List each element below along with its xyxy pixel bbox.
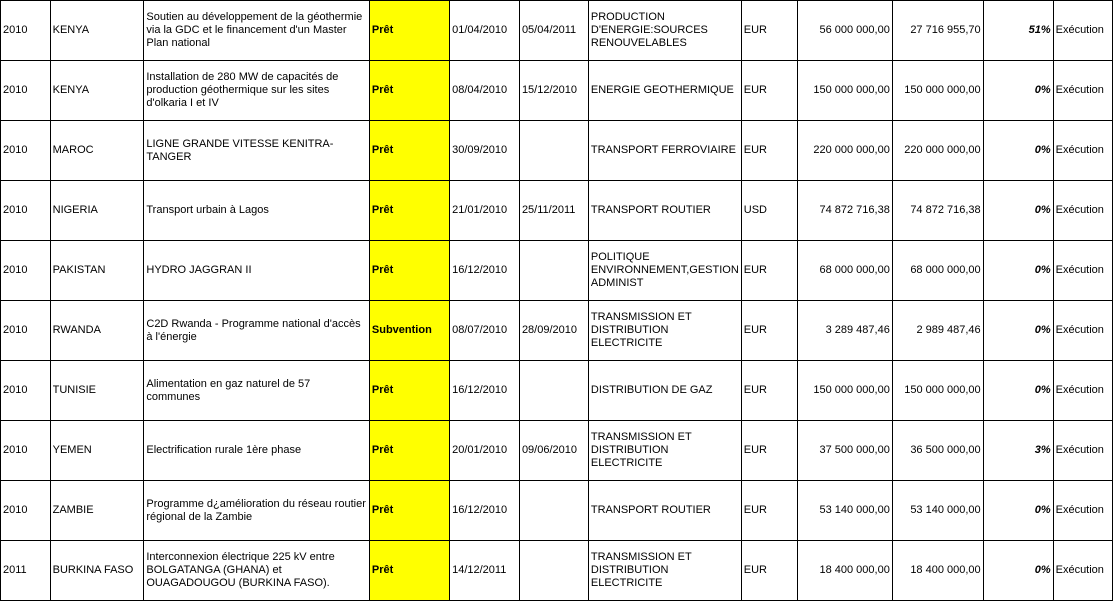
cell-amount-committed [798,361,892,421]
cell-amount-remaining-text: 18 400 000,00 [910,564,981,576]
cell-date-start-text: 01/04/2010 [452,24,508,36]
cell-description-text: Electrification rurale 1ère phase [146,444,302,456]
cell-amount-committed-text: 37 500 000,00 [819,444,890,456]
cell-sector-text: DISTRIBUTION DE GAZ [590,384,713,396]
cell-year-text: 2010 [3,444,28,456]
cell-country [50,121,144,181]
cell-status [1053,421,1112,481]
cell-year-text: 2010 [3,264,28,276]
cell-date-start [450,181,520,241]
cell-currency-text: EUR [743,384,767,396]
cell-description [144,61,370,121]
cell-year-text: 2011 [3,564,27,576]
cell-percent-text: 3% [1034,444,1051,456]
cell-percent-text: 0% [1034,504,1051,516]
cell-sector [588,121,741,181]
cell-country [50,1,144,61]
cell-percent-text: 0% [1034,324,1051,336]
cell-date-start [450,301,520,361]
cell-date-start-text: 16/12/2010 [452,384,508,396]
cell-year-text: 2010 [3,204,28,216]
cell-amount-remaining [892,61,983,121]
cell-date-end-text: 15/12/2010 [521,84,577,96]
cell-percent [983,361,1053,421]
cell-sector [588,361,741,421]
cell-status-text: Exécution [1055,204,1104,216]
cell-financing-type-text: Prêt [371,84,394,96]
cell-financing-type [369,181,449,241]
cell-status [1053,361,1112,421]
cell-date-end [519,361,588,421]
cell-description [144,1,370,61]
cell-financing-type [369,541,449,601]
cell-financing-type-text: Subvention [371,324,432,336]
projects-table-body [1,1,1113,601]
cell-sector [588,1,741,61]
cell-status-text: Exécution [1055,264,1104,276]
cell-status [1053,481,1112,541]
cell-status-text: Exécution [1055,384,1104,396]
cell-financing-type-text: Prêt [371,384,394,396]
cell-amount-remaining-text: 36 500 000,00 [910,444,981,456]
cell-description-text: Interconnexion électrique 225 kV entre BOLGATANGA (GHANA) et OUAGADOUGOU (BURKINA FASO). [146,551,335,589]
cell-description [144,241,370,301]
cell-country-text: YEMEN [52,444,92,456]
cell-date-start-text: 08/04/2010 [452,84,508,96]
cell-percent-text: 0% [1034,84,1051,96]
cell-financing-type [369,121,449,181]
cell-currency-text: EUR [743,144,767,156]
cell-amount-remaining-text: 220 000 000,00 [904,144,981,156]
cell-financing-type [369,241,449,301]
cell-country [50,181,144,241]
cell-status-text: Exécution [1055,144,1104,156]
cell-country [50,541,144,601]
cell-description-text: HYDRO JAGGRAN II [146,264,252,276]
cell-percent [983,481,1053,541]
cell-year-text: 2010 [3,144,28,156]
cell-country-text: RWANDA [52,324,101,336]
cell-financing-type [369,421,449,481]
cell-currency-text: EUR [743,444,767,456]
cell-date-start-text: 08/07/2010 [452,324,508,336]
cell-financing-type-text: Prêt [371,24,394,36]
cell-currency-text: EUR [743,504,767,516]
cell-description-text: Soutien au développement de la géothermie via la GDC et le financement d'un Master Plan national [146,11,363,49]
cell-date-start-text: 14/12/2011 [452,564,507,576]
cell-date-end [519,301,588,361]
cell-status [1053,61,1112,121]
cell-date-end [519,1,588,61]
cell-amount-remaining-text: 150 000 000,00 [904,384,981,396]
cell-percent [983,1,1053,61]
table-row [1,181,1113,241]
cell-date-start [450,421,520,481]
cell-description-text: Programme d¿amélioration du réseau routier régional de la Zambie [146,497,366,523]
cell-year-text: 2010 [3,324,28,336]
cell-country-text: ZAMBIE [52,504,94,516]
cell-amount-committed [798,61,892,121]
cell-country-text: TUNISIE [52,384,97,396]
cell-country-text: MAROC [52,144,94,156]
cell-date-start-text: 16/12/2010 [452,264,508,276]
cell-date-end-text: 28/09/2010 [521,324,577,336]
cell-description [144,541,370,601]
cell-country [50,301,144,361]
cell-country-text: KENYA [52,24,90,36]
cell-amount-remaining-text: 74 872 716,38 [910,204,981,216]
cell-description [144,121,370,181]
cell-description-text: LIGNE GRANDE VITESSE KENITRA-TANGER [146,137,334,163]
cell-currency-text: EUR [743,324,767,336]
table-row [1,361,1113,421]
cell-amount-remaining [892,361,983,421]
cell-country [50,241,144,301]
cell-financing-type-text: Prêt [371,564,394,576]
cell-date-start [450,361,520,421]
cell-amount-remaining-text: 150 000 000,00 [904,84,981,96]
cell-currency [741,541,798,601]
cell-percent-text: 0% [1034,204,1051,216]
cell-amount-committed [798,241,892,301]
cell-sector [588,61,741,121]
table-row [1,481,1113,541]
table-row [1,541,1113,601]
cell-description-text: Alimentation en gaz naturel de 57 communes [146,377,311,403]
cell-sector [588,181,741,241]
cell-percent [983,121,1053,181]
cell-amount-remaining-text: 53 140 000,00 [910,504,981,516]
cell-financing-type [369,1,449,61]
cell-currency [741,361,798,421]
cell-description-text: C2D Rwanda - Programme national d'accès à l'énergie [146,317,361,343]
cell-percent [983,181,1053,241]
cell-financing-type-text: Prêt [371,264,394,276]
cell-financing-type-text: Prêt [371,504,394,516]
cell-status-text: Exécution [1055,84,1104,96]
cell-description [144,181,370,241]
table-row [1,301,1113,361]
cell-country [50,481,144,541]
cell-date-start-text: 21/01/2010 [452,204,508,216]
cell-amount-remaining [892,421,983,481]
cell-percent [983,61,1053,121]
cell-currency-text: EUR [743,264,767,276]
cell-currency [741,481,798,541]
cell-year [1,241,51,301]
cell-country [50,361,144,421]
cell-year [1,541,51,601]
cell-currency-text: EUR [743,84,767,96]
cell-percent-text: 51% [1028,24,1051,36]
cell-amount-committed [798,1,892,61]
cell-date-end [519,481,588,541]
cell-sector-text: TRANSMISSION ET DISTRIBUTION ELECTRICITE [590,431,692,469]
table-row [1,61,1113,121]
cell-amount-committed-text: 150 000 000,00 [813,84,890,96]
cell-description [144,481,370,541]
cell-financing-type-text: Prêt [371,204,394,216]
cell-financing-type-text: Prêt [371,144,394,156]
cell-year-text: 2010 [3,504,28,516]
cell-date-start [450,541,520,601]
cell-sector [588,481,741,541]
cell-country-text: KENYA [52,84,90,96]
table-row [1,241,1113,301]
cell-year [1,1,51,61]
cell-status [1053,241,1112,301]
cell-amount-committed [798,421,892,481]
cell-date-end [519,121,588,181]
cell-amount-remaining [892,181,983,241]
cell-amount-committed-text: 56 000 000,00 [819,24,890,36]
cell-sector [588,421,741,481]
table-row [1,421,1113,481]
cell-amount-remaining-text: 27 716 955,70 [910,24,981,36]
cell-sector [588,301,741,361]
cell-currency [741,421,798,481]
cell-currency [741,241,798,301]
cell-amount-remaining [892,301,983,361]
cell-status [1053,301,1112,361]
cell-financing-type-text: Prêt [371,444,394,456]
cell-percent-text: 0% [1034,264,1051,276]
cell-description [144,361,370,421]
cell-amount-committed [798,181,892,241]
cell-description-text: Installation de 280 MW de capacités de production géothermique sur les sites d'olkaria I et IV [146,71,339,109]
cell-percent [983,301,1053,361]
cell-status-text: Exécution [1055,24,1104,36]
cell-country-text: NIGERIA [52,204,98,216]
cell-status-text: Exécution [1055,324,1104,336]
cell-currency-text: EUR [743,564,767,576]
cell-amount-committed-text: 220 000 000,00 [813,144,890,156]
cell-amount-committed-text: 68 000 000,00 [819,264,890,276]
cell-country-text: BURKINA FASO [52,564,134,576]
cell-year [1,181,51,241]
cell-currency [741,181,798,241]
cell-amount-remaining [892,541,983,601]
cell-sector [588,241,741,301]
cell-description [144,421,370,481]
cell-description [144,301,370,361]
cell-percent [983,541,1053,601]
cell-date-end-text: 05/04/2011 [521,24,577,36]
cell-currency [741,301,798,361]
cell-amount-committed-text: 3 289 487,46 [825,324,890,336]
cell-amount-committed-text: 53 140 000,00 [819,504,890,516]
cell-date-start [450,481,520,541]
cell-financing-type [369,481,449,541]
cell-sector-text: ENERGIE GEOTHERMIQUE [590,84,734,96]
cell-percent-text: 0% [1034,144,1051,156]
cell-status [1053,181,1112,241]
cell-amount-remaining [892,241,983,301]
cell-country [50,421,144,481]
cell-amount-committed-text: 18 400 000,00 [819,564,890,576]
cell-year [1,421,51,481]
cell-amount-committed-text: 74 872 716,38 [819,204,890,216]
cell-sector-text: TRANSPORT ROUTIER [590,504,711,516]
cell-amount-committed [798,301,892,361]
cell-sector-text: TRANSMISSION ET DISTRIBUTION ELECTRICITE [590,311,692,349]
cell-sector-text: PRODUCTION D'ENERGIE:SOURCES RENOUVELABLES [590,11,708,49]
cell-currency [741,121,798,181]
cell-amount-remaining-text: 68 000 000,00 [910,264,981,276]
cell-date-end-text: 09/06/2010 [521,444,577,456]
cell-year-text: 2010 [3,384,28,396]
cell-amount-committed-text: 150 000 000,00 [813,384,890,396]
cell-financing-type [369,361,449,421]
cell-amount-committed [798,481,892,541]
cell-status-text: Exécution [1055,564,1104,576]
table-row [1,121,1113,181]
cell-amount-remaining [892,481,983,541]
cell-percent-text: 0% [1034,564,1051,576]
cell-amount-remaining-text: 2 989 487,46 [916,324,981,336]
cell-status-text: Exécution [1055,444,1104,456]
cell-amount-committed [798,541,892,601]
cell-date-start-text: 30/09/2010 [452,144,508,156]
cell-amount-committed [798,121,892,181]
cell-sector-text: TRANSMISSION ET DISTRIBUTION ELECTRICITE [590,551,692,589]
cell-country [50,61,144,121]
cell-amount-remaining [892,121,983,181]
cell-date-end [519,241,588,301]
cell-year [1,121,51,181]
cell-sector-text: TRANSPORT ROUTIER [590,204,711,216]
cell-date-start [450,121,520,181]
cell-date-start-text: 20/01/2010 [452,444,508,456]
cell-currency-text: EUR [743,24,767,36]
cell-year-text: 2010 [3,24,28,36]
cell-date-start [450,241,520,301]
cell-status [1053,121,1112,181]
cell-year-text: 2010 [3,84,28,96]
cell-financing-type [369,61,449,121]
cell-sector [588,541,741,601]
cell-percent-text: 0% [1034,384,1051,396]
table-row [1,1,1113,61]
cell-percent [983,241,1053,301]
cell-date-end [519,61,588,121]
cell-description-text: Transport urbain à Lagos [146,204,269,216]
cell-sector-text: TRANSPORT FERROVIAIRE [590,144,736,156]
cell-sector-text: POLITIQUE ENVIRONNEMENT,GESTION ADMINIST [590,251,739,289]
cell-date-start [450,61,520,121]
cell-currency [741,1,798,61]
cell-year [1,481,51,541]
cell-date-end [519,541,588,601]
cell-financing-type [369,301,449,361]
cell-date-end [519,181,588,241]
cell-date-end [519,421,588,481]
cell-status [1053,541,1112,601]
cell-year [1,301,51,361]
cell-year [1,361,51,421]
cell-currency-text: USD [743,204,767,216]
cell-status [1053,1,1112,61]
cell-date-end-text: 25/11/2011 [521,204,576,216]
cell-percent [983,421,1053,481]
cell-amount-remaining [892,1,983,61]
cell-status-text: Exécution [1055,504,1104,516]
cell-date-start-text: 16/12/2010 [452,504,508,516]
cell-country-text: PAKISTAN [52,264,106,276]
cell-currency [741,61,798,121]
cell-year [1,61,51,121]
cell-date-start [450,1,520,61]
